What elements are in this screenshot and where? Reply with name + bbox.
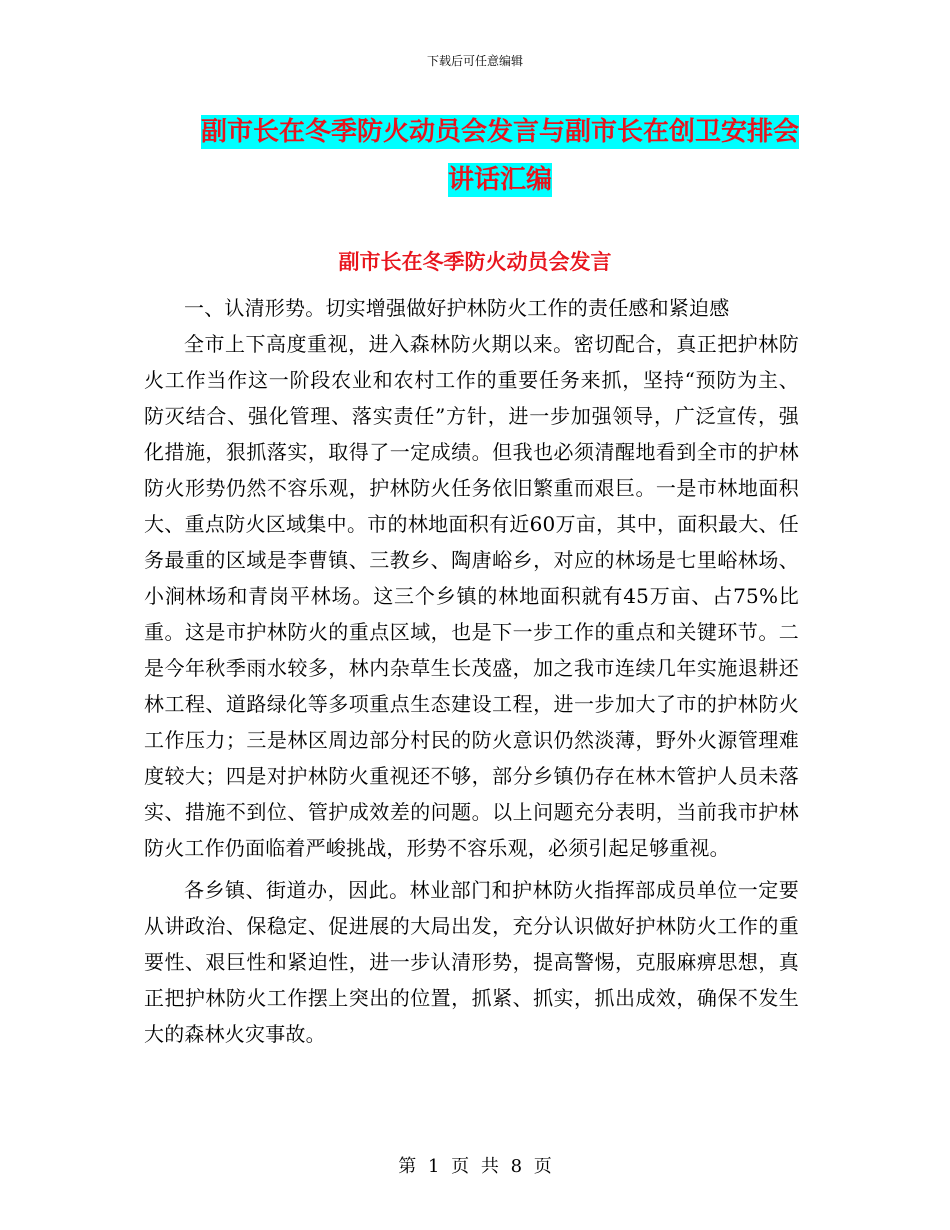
paragraph-heading: 一、认清形势。切实增强做好护林防火工作的责任感和紧迫感 (184, 296, 730, 320)
document-title-line-2: 讲话汇编 (447, 165, 552, 195)
document-body (144, 290, 799, 1052)
paragraph: 各乡镇、街道办，因此。林业部门和护林防火指挥部成员单位一定要从讲政治、保稳定、促进展的大局出发，充分认识做好护林防火工作的重要性、艰巨性和紧迫性，进一步认清形势，提高警惕，克服麻痹思想，真正把护林防火工作摆上突出的位置，抓紧、抓实，抓出成效，确保不发生大的森林火灾事故。 (144, 878, 799, 1046)
paragraph: 全市上下高度重视，进入森林防火期以来。密切配合，真正把护林防火工作当作这一阶段农业和农村工作的重要任务来抓，坚持“预防为主、防灭结合、强化管理、落实责任”方针，进一步加强领导，广泛宣传，强化措施，狠抓落实，取得了一定成绩。但我也必须清醒地看到全市的护林防火形势仍然不容乐观，护林防火任务依旧繁重而艰巨。一是市林地面积大、重点防火区域集中。市的林地面积有近60万亩，其中，面积最大、任务最重的区域是李曹镇、三教乡、陶唐峪乡，对应的林场是七里峪林场、小涧林场和青岗平林场。这三个乡镇的林地面积就有45万亩、占75%比重。这是市护林防火的重点区域，也是下一步工作的重点和关键环节。二是今年秋季雨水较多，林内杂草生长茂盛，加之我市连续几年实施退耕还林工程、道路绿化等多项重点生态建设工程，进一步加大了市的护林防火工作压力；三是林区周边部分村民的防火意识仍然淡薄，野外火源管理难度较大；四是对护林防火重视还不够，部分乡镇仍存在林木管护人员未落实、措施不到位、管护成效差的问题。以上问题充分表明，当前我市护林防火工作仍面临着严峻挑战，形势不容乐观，必须引起足够重视。 (144, 332, 799, 860)
page-footer: 第 1 页 共 8 页 (398, 1156, 552, 1177)
section-title: 副市长在冬季防火动员会发言 (338, 250, 612, 274)
document-title-line-1: 副市长在冬季防火动员会发言与副市长在创卫安排会 (200, 117, 799, 147)
page-header-note: 下载后可任意编辑 (426, 54, 523, 68)
document-title (140, 108, 860, 204)
